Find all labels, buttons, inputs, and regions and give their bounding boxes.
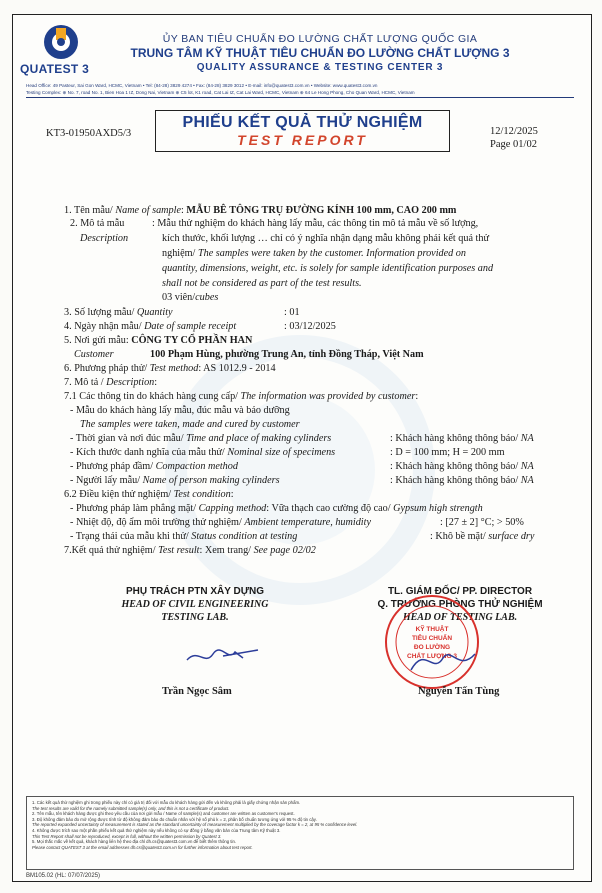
org-line-1: ỦY BAN TIÊU CHUẨN ĐO LƯỜNG CHẤT LƯỢNG QUỐC GIA [162, 33, 478, 45]
line-test-method: 6. Phương pháp thử/ Test method: AS 1012.9 - 2014 [64, 363, 276, 374]
line-description-3: nghiệm/ The samples were taken by the customer. Information provided on [162, 248, 466, 259]
line-description-4: quantity, dimensions, weight, etc. is solely for sample identification purposes and [162, 263, 494, 274]
right-signature-icon [405, 640, 485, 680]
line-6-2b: - Nhiệt độ, độ ẩm môi trường thử nghiệm/ Ambient temperature, humidity [70, 517, 371, 528]
line-6-2: 6.2 Điều kiện thử nghiệm/ Test condition: [64, 489, 234, 500]
report-date: 12/12/2025 [490, 126, 538, 137]
line-7-1: 7.1 Các thông tin do khách hàng cung cấp/ The information was provided by customer: [64, 391, 419, 402]
line-test-result: 7.Kết quả thử nghiệm/ Test result: Xem trang/ See page 02/02 [64, 545, 316, 556]
svg-text:CHẤT LƯỢNG 3: CHẤT LƯỢNG 3 [407, 653, 457, 660]
line-6-2b-value: : [27 ± 2] °C; > 50% [440, 517, 524, 528]
form-code: BM105.02 (HL: 07/07/2025) [26, 873, 101, 879]
note-4-en: This Test Report shall not be reproduced, except in full, without the written permission by Quatest 3. [32, 833, 222, 839]
line-6-2c: - Trạng thái của mẫu khi thử/ Status condition at testing [70, 531, 298, 542]
quantity-value: : 01 [284, 307, 300, 318]
line-description-5: shall not be considered as part of the test results. [162, 278, 362, 289]
left-sig-title: PHỤ TRÁCH PTN XÂY DỰNG [125, 586, 265, 597]
page-number: Page 01/02 [490, 139, 537, 150]
note-1-en: The test results are valid for the namely submitted sample(s) only, and this is not a certificate of product. [32, 805, 230, 811]
line-7-1d: - Phương pháp đầm/ Compaction method [70, 461, 238, 472]
customer-address: 100 Phạm Hùng, phường Trung An, tỉnh Đồng Tháp, Việt Nam [150, 349, 424, 360]
title-en: TEST REPORT [237, 132, 368, 148]
line-7-1b-value: : Khách hàng không thông báo/ NA [390, 433, 534, 444]
head-office-address: Head Office: 49 Pasteur, Sai Gon Ward, HCMC, Vietnam • Tel: (84-28) 3829 4274 • Fax: (84-28) 3829 3012 • E-mail: info@quatest3.com.vn • Website: www.quatest3.com.vn [26, 83, 378, 88]
line-description-2: kích thước, khối lượng … chỉ có ý nghĩa nhận dạng mẫu không phải kết quả thử [162, 233, 489, 244]
line-receipt-date: 4. Ngày nhận mẫu/ Date of sample receipt [64, 321, 237, 332]
left-signature-block [95, 585, 295, 624]
line-6-2c-value: : Khô bề mặt/ surface dry [430, 531, 535, 542]
line-7-1c-value: : D = 100 mm; H = 200 mm [390, 447, 505, 458]
org-line-2: TRUNG TÂM KỸ THUẬT TIÊU CHUẨN ĐO LƯỜNG CHẤT LƯỢNG 3 [130, 46, 510, 60]
line-7-1a-en: The samples were taken, made and cured by customer [80, 419, 300, 430]
line-7-1b: - Thời gian và nơi đúc mẫu/ Time and place of making cylinders [70, 433, 332, 444]
note-2: 2. Tên mẫu, tên khách hàng được ghi theo yêu cầu của nơi gửi mẫu / Name of sample(s) and customer are written as customer's request. [32, 811, 295, 817]
right-sig-title: TL. GIÁM ĐỐC/ PP. DIRECTOR [387, 586, 533, 597]
line-description-section: 7. Mô tả / Description: [64, 377, 158, 388]
note-5: 5. Mọi thắc mắc về kết quả, khách hàng liên hệ theo địa chỉ dh.cs@quatest3.com.vn để biết thêm thông tin. [32, 839, 237, 845]
report-code: KT3-01950AXD5/3 [46, 128, 132, 139]
testing-complex-address: Testing Complex: ⊕ No. 7, road No. 1, Bien Hoa 1 IZ, Dong Nai, Vietnam ⊕ C5 lot, K1 road, Cat Lai IZ, Cat Lai Ward, HCMC, Vietnam ⊕ 64 Le Hong Phong, Cho Quan Ward, HCMC, Vietnam [26, 90, 415, 95]
customer-label-en: Customer [74, 349, 114, 360]
logo-wordmark: QUATEST 3 [20, 62, 90, 76]
line-quantity: 3. Số lượng mẫu/ Quantity [64, 307, 173, 318]
line-7-1d-value: : Khách hàng không thông báo/ NA [390, 461, 534, 472]
left-signature-icon [183, 640, 263, 670]
svg-text:ĐO LƯỜNG: ĐO LƯỜNG [413, 644, 451, 651]
note-1: 1. Các kết quả thử nghiệm ghi trong phiếu này chỉ có giá trị đối với mẫu do khách hàng gửi đến và không phải là giấy chứng nhận sản phẩm. [32, 800, 301, 805]
note-5-en: Please contact QUATEST 3 at the email addresses dh.cs@quatest3.com.vn for further information about test report. [32, 844, 253, 850]
line-customer: 5. Nơi gửi mẫu: CÔNG TY CỔ PHẦN HAN [64, 335, 253, 346]
report-date-page [490, 125, 538, 151]
line-description-6: 03 viên/cubes [162, 292, 219, 303]
svg-text:TIÊU CHUẨN: TIÊU CHUẨN [411, 635, 453, 642]
right-sig-title-en: HEAD OF TESTING LAB. [402, 612, 518, 623]
left-sig-title-en-1: HEAD OF CIVIL ENGINEERING [121, 599, 269, 610]
line-description-label: 2. Mô tả mẫu [70, 218, 125, 229]
note-3-en: The reported expanded uncertainty of measurement is stated as the standard uncertainty of measurement multiplied by the coverage factor k = 2, at 95 % confidence level. [32, 822, 358, 828]
footnotes-box [26, 796, 574, 870]
line-sample-name: 1. Tên mẫu/ Name of sample: MẪU BÊ TÔNG TRỤ ĐƯỜNG KÍNH 100 mm, CAO 200 mm [64, 205, 457, 216]
note-3: 3. Độ không đảm bảo đo mở rộng được tính từ độ không đảm bảo đo chuẩn nhân với hệ số phủ k = 2, phân bố chuẩn tương ứng với 95 % độ tin cậy. [32, 816, 317, 822]
line-6-2a: - Phương pháp làm phẳng mặt/ Capping method: Vữa thạch cao cường độ cao/ Gypsum high strength [70, 503, 483, 514]
receipt-date-value: : 03/12/2025 [284, 321, 336, 332]
line-description-label-en: Description [80, 233, 129, 244]
line-7-1c: - Kích thước danh nghĩa của mẫu thử/ Nominal size of specimens [70, 447, 336, 458]
line-7-1e: - Người lấy mẫu/ Name of person making cylinders [70, 475, 280, 486]
title-vn: PHIẾU KẾT QUẢ THỬ NGHIỆM [182, 114, 423, 131]
header-divider [26, 97, 574, 98]
right-signer-name: Nguyễn Tấn Tùng [418, 686, 500, 697]
left-sig-title-en-2: TESTING LAB. [161, 612, 229, 623]
line-7-1a: - Mẫu do khách hàng lấy mẫu, đúc mẫu và bảo dưỡng [70, 405, 290, 416]
right-sig-title-2: Q. TRƯỞNG PHÒNG THỬ NGHIỆM [377, 599, 543, 610]
left-signer-name: Trần Ngọc Sâm [162, 686, 232, 697]
org-line-3: QUALITY ASSURANCE & TESTING CENTER 3 [196, 62, 444, 73]
line-description-1: : Mẫu thử nghiệm do khách hàng lấy mẫu, các thông tin mô tả mẫu về số lượng, [152, 218, 479, 229]
line-7-1e-value: : Khách hàng không thông báo/ NA [390, 475, 534, 486]
note-4: 4. Không được trích sao một phần phiếu kết quả thử nghiệm này nếu không có sự đồng ý bằng văn bản của Trung tâm Kỹ thuật 3. [32, 827, 281, 833]
title-box [155, 110, 450, 152]
svg-text:KỸ THUẬT: KỸ THUẬT [415, 626, 449, 633]
